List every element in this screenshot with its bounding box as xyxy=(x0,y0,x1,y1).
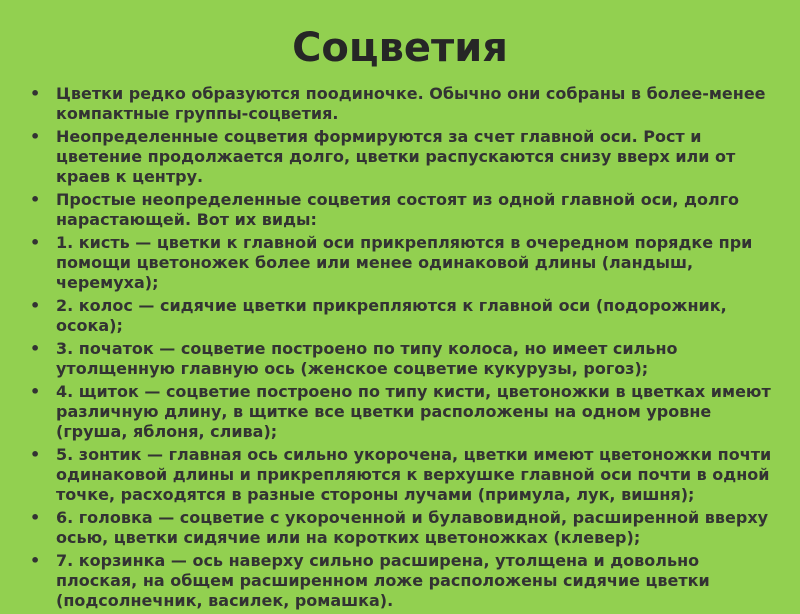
bullet-item xyxy=(30,127,775,187)
bullet-text: 7. корзинка — ось наверху сильно расширена, утолщена и довольно плоская, на общем расширенном ложе расположены сидячие цветки (подсолнечник, василек, ромашка). xyxy=(56,551,710,610)
slide-title: Соцветия xyxy=(292,25,508,71)
bullet-text: Простые неопределенные соцветия состоят из одной главной оси, долго нарастающей. Вот их виды: xyxy=(56,190,740,229)
bullet-glyph: • xyxy=(30,296,41,315)
bullet-text: 1. кисть — цветки к главной оси прикрепляются в очередном порядке при помощи цветоножек более или менее одинаковой длины (ландыш, черемуха); xyxy=(56,233,753,292)
bullet-item xyxy=(30,190,775,230)
bullet-text: 6. головка — соцветие с укороченной и булавовидной, расширенной вверху осью, цветки сидячие или на коротких цветоножках (клевер); xyxy=(56,508,769,547)
bullet-text: 2. колос — сидячие цветки прикрепляются к главной оси (подорожник, осока); xyxy=(56,296,727,335)
bullet-item xyxy=(30,551,775,611)
bullet-glyph: • xyxy=(30,339,41,358)
bullet-item xyxy=(30,296,775,336)
bullet-item xyxy=(30,382,775,442)
bullet-glyph: • xyxy=(30,127,41,146)
bullet-glyph: • xyxy=(30,445,41,464)
bullet-item xyxy=(30,233,775,293)
bullet-text: 5. зонтик — главная ось сильно укорочена, цветки имеют цветоножки почти одинаковой длины и прикрепляются к верхушке главной оси почти в одной точке, расходятся в разные стороны лучами (примула, лук, вишня); xyxy=(56,445,772,504)
bullet-text: 3. початок — соцветие построено по типу колоса, но имеет сильно утолщенную главную ось (женское соцветие кукурузы, рогоз); xyxy=(56,339,678,378)
bullet-list xyxy=(30,84,775,614)
bullet-item xyxy=(30,508,775,548)
bullet-text: Цветки редко образуются поодиночке. Обычно они собраны в более-менее компактные группы-соцветия. xyxy=(56,84,766,123)
bullet-text: Неопределенные соцветия формируются за счет главной оси. Рост и цветение продолжается долго, цветки распускаются снизу вверх или от краев к центру. xyxy=(56,127,736,186)
bullet-item xyxy=(30,84,775,124)
bullet-item xyxy=(30,339,775,379)
bullet-text: 4. щиток — соцветие построено по типу кисти, цветоножки в цветках имеют различную длину, в щитке все цветки расположены на одном уровне (груша, яблоня, слива); xyxy=(56,382,771,441)
bullet-glyph: • xyxy=(30,508,41,527)
bullet-glyph: • xyxy=(30,382,41,401)
bullet-glyph: • xyxy=(30,551,41,570)
bullet-glyph: • xyxy=(30,190,41,209)
bullet-item xyxy=(30,445,775,505)
bullet-glyph: • xyxy=(30,233,41,252)
bullet-glyph: • xyxy=(30,84,41,103)
